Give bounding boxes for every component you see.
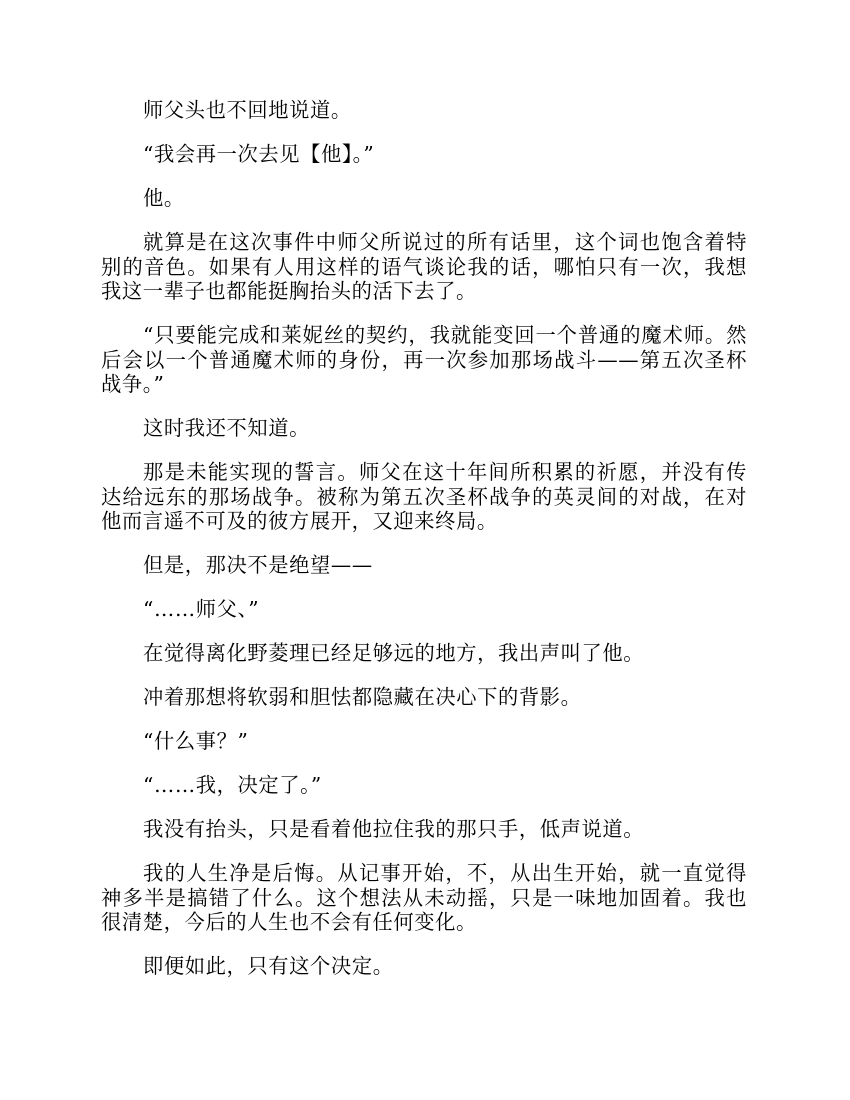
paragraph: 他。 <box>143 186 185 210</box>
paragraph: 这时我还不知道。 <box>143 416 311 440</box>
paragraph: “什么事？” <box>143 729 249 753</box>
paragraph: 在觉得离化野菱理已经足够远的地方，我出声叫了他。 <box>143 641 645 665</box>
paragraph: “我会再一次去见【他】。” <box>143 142 375 166</box>
paragraph: 那是未能实现的誓言。师父在这十年间所积累的祈愿，并没有传达给远东的那场战争。被称为第五次圣杯战争的英灵间的对战，在对他而言遥不可及的彼方展开，又迎来终局。 <box>101 460 747 533</box>
paragraph: 但是，那决不是绝望—— <box>143 553 373 577</box>
paragraph: 冲着那想将软弱和胆怯都隐藏在决心下的背影。 <box>143 685 582 709</box>
paragraph: 我没有抬头，只是看着他拉住我的那只手，低声说道。 <box>143 817 645 841</box>
paragraph: “……我，决定了。” <box>143 773 322 797</box>
paragraph: “……师父、” <box>143 597 260 621</box>
paragraph: “只要能完成和莱妮丝的契约，我就能变回一个普通的魔术师。然后会以一个普通魔术师的身份，再一次参加那场战斗——第五次圣杯战争。” <box>101 323 747 396</box>
paragraph: 即便如此，只有这个决定。 <box>143 954 394 978</box>
paragraph: 我的人生净是后悔。从记事开始，不，从出生开始，就一直觉得神多半是搞错了什么。这个想法从未动摇，只是一味地加固着。我也很清楚，今后的人生也不会有任何变化。 <box>101 861 747 934</box>
paragraph: 就算是在这次事件中师父所说过的所有话里，这个词也饱含着特别的音色。如果有人用这样的语气谈论我的话，哪怕只有一次，我想我这一辈子也都能挺胸抬头的活下去了。 <box>101 230 747 303</box>
paragraph: 师父头也不回地说道。 <box>143 98 352 122</box>
document-body <box>101 98 747 998</box>
